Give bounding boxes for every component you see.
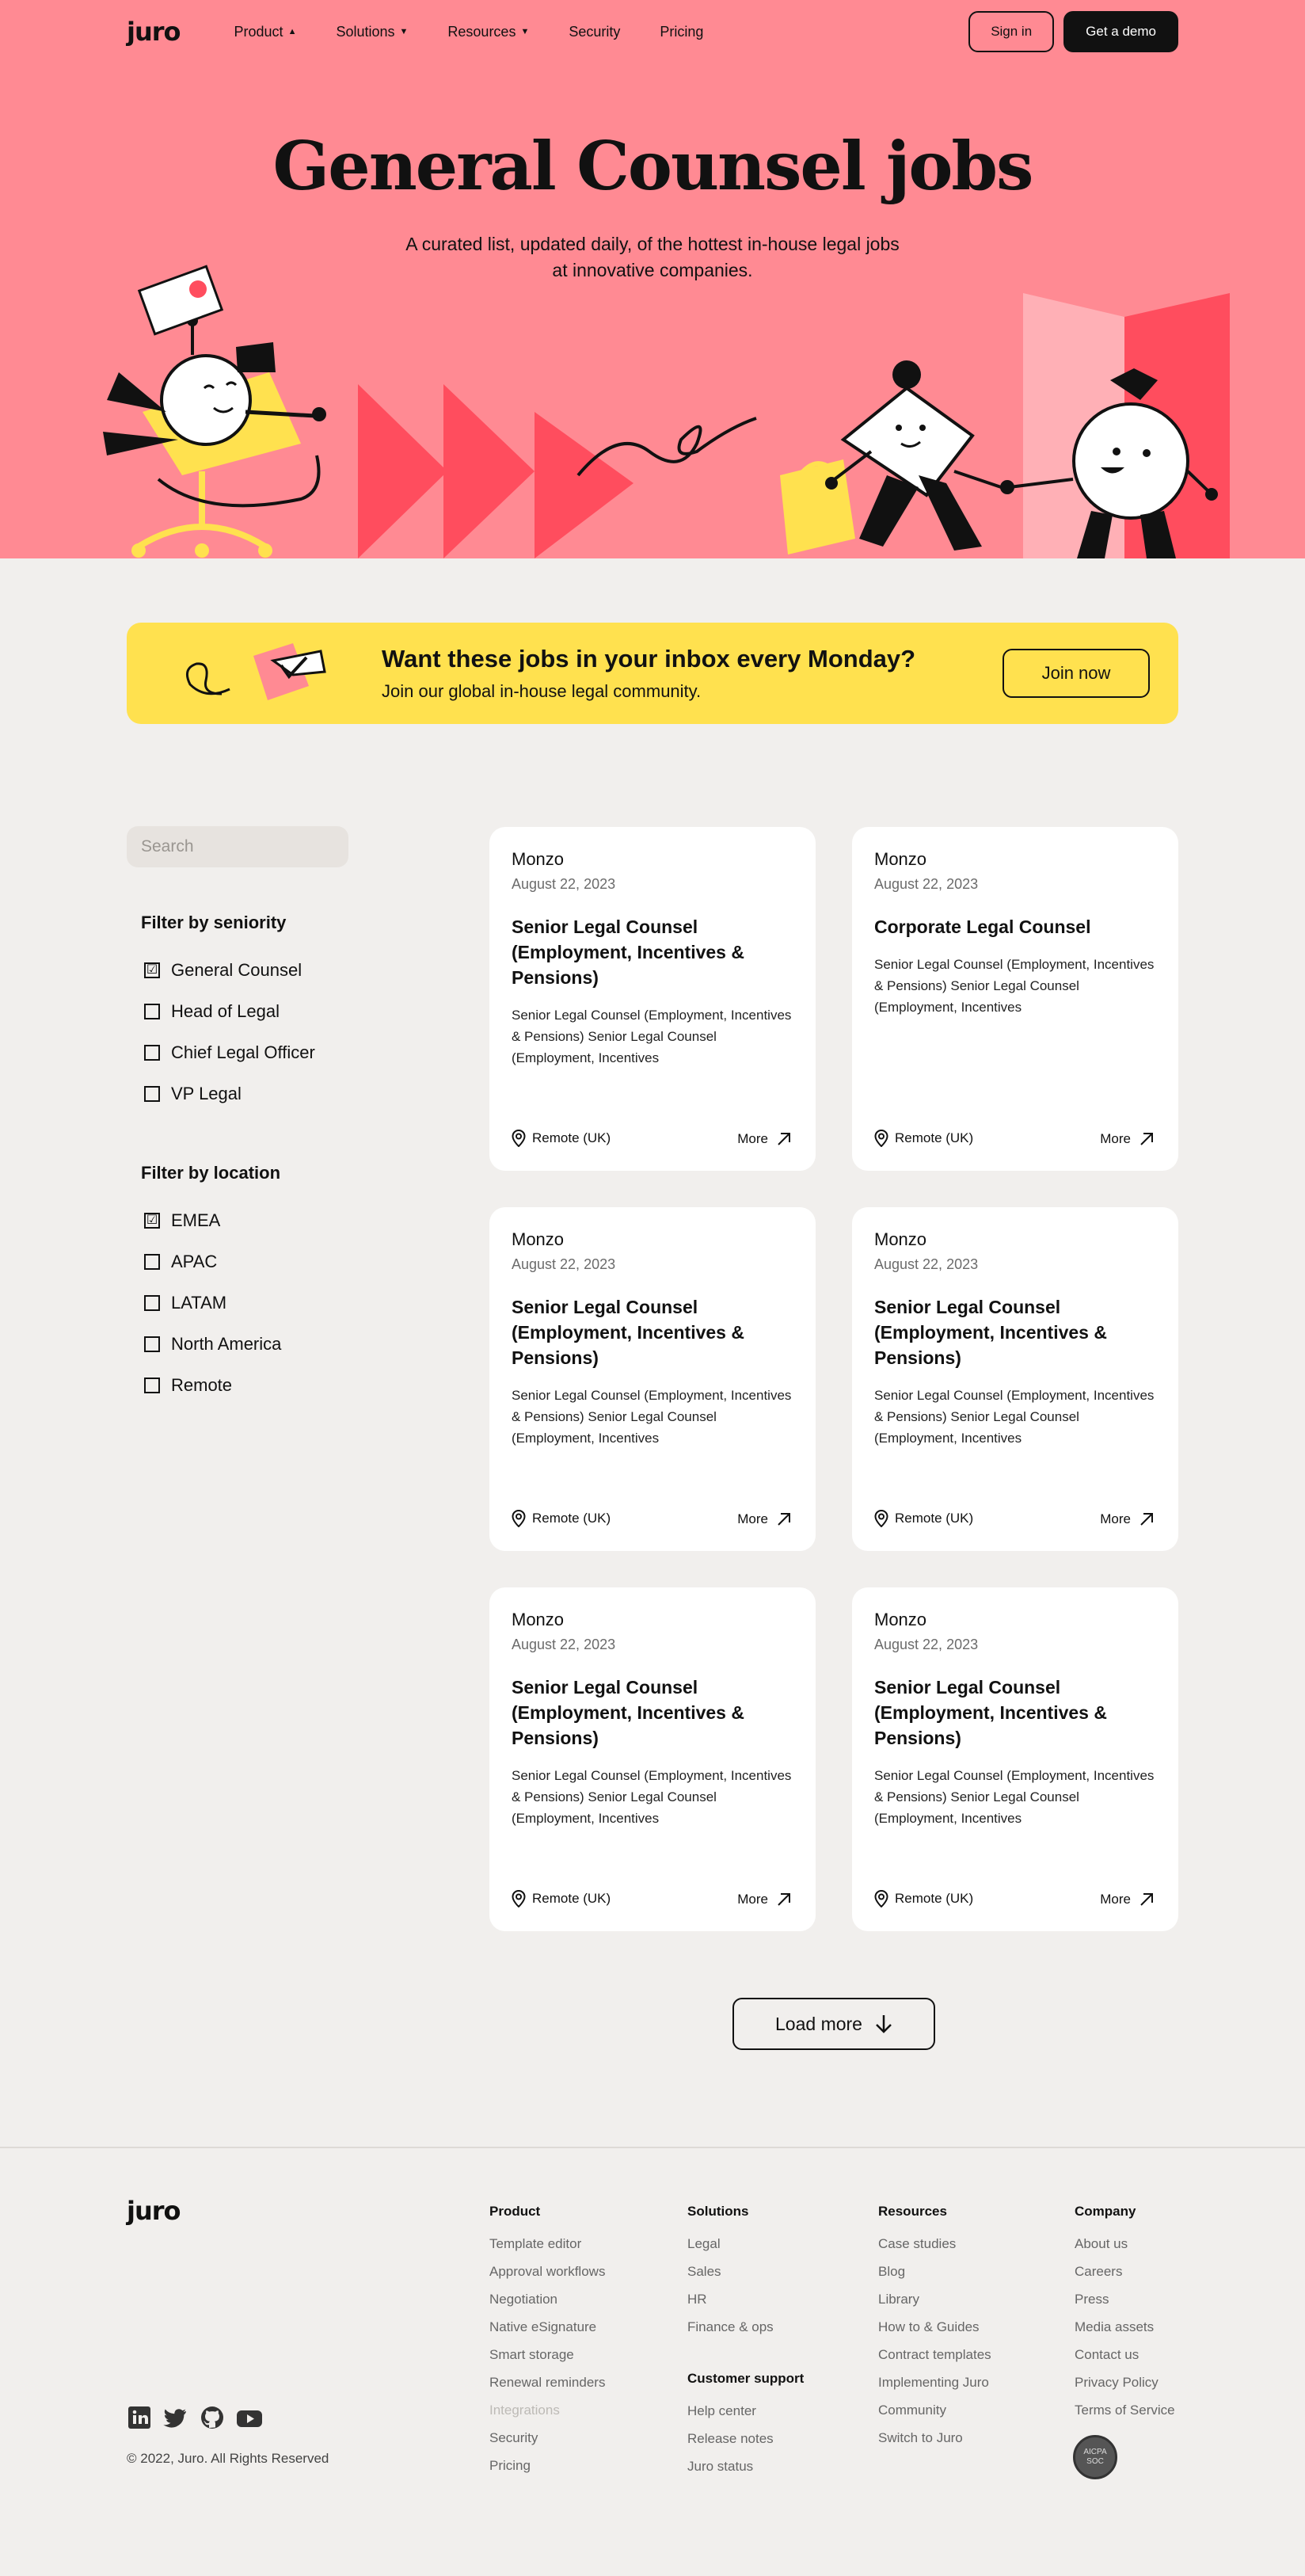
nav-pricing[interactable]: Pricing <box>660 23 704 40</box>
footer-link[interactable]: Renewal reminders <box>489 2375 606 2390</box>
newsletter-banner <box>127 623 1178 724</box>
footer-link[interactable]: About us <box>1075 2236 1128 2251</box>
more-link[interactable]: More <box>737 1131 792 1147</box>
more-link[interactable]: More <box>737 1892 792 1907</box>
location-filter-heading: Filter by location <box>141 1163 281 1183</box>
footer-link[interactable]: Negotiation <box>489 2292 558 2307</box>
arrow-up-right-icon <box>776 1511 792 1527</box>
footer-link[interactable]: Finance & ops <box>687 2319 774 2334</box>
hero-section <box>0 0 1305 558</box>
job-location: Remote (UK) <box>512 1130 611 1147</box>
footer-link[interactable]: Native eSignature <box>489 2319 597 2334</box>
footer-link[interactable]: Media assets <box>1075 2319 1155 2334</box>
job-title[interactable]: Senior Legal Counsel (Employment, Incentives & Pensions) <box>874 1297 1107 1368</box>
newsletter-title: Want these jobs in your inbox every Monday? <box>382 645 916 673</box>
footer-heading: Customer support <box>687 2371 805 2386</box>
caret-down-icon: ▼ <box>399 27 409 36</box>
footer-link[interactable]: Template editor <box>489 2236 582 2251</box>
footer-link[interactable]: Privacy Policy <box>1075 2375 1159 2390</box>
job-title[interactable]: Senior Legal Counsel (Employment, Incentives & Pensions) <box>512 916 744 988</box>
sign-in-button[interactable]: Sign in <box>968 11 1054 52</box>
footer-link[interactable]: Pricing <box>489 2458 531 2473</box>
location-pin-icon <box>874 1130 888 1147</box>
job-date: August 22, 2023 <box>874 1637 979 1652</box>
footer-link[interactable]: Approval workflows <box>489 2264 606 2279</box>
filter-apac[interactable]: APAC <box>144 1252 217 1272</box>
copyright-text: © 2022, Juro. All Rights Reserved <box>127 2451 329 2466</box>
checkbox[interactable]: ☑ <box>144 1213 160 1229</box>
job-card[interactable] <box>852 1207 1178 1551</box>
checkbox[interactable] <box>144 1378 160 1393</box>
job-date: August 22, 2023 <box>874 1256 979 1272</box>
job-title[interactable]: Corporate Legal Counsel <box>874 916 1091 937</box>
job-card[interactable] <box>489 1587 816 1931</box>
footer-link[interactable]: Contract templates <box>878 2347 991 2362</box>
location-pin-icon <box>874 1890 888 1907</box>
filter-emea[interactable]: ☑ EMEA <box>144 1210 220 1231</box>
filter-head-of-legal[interactable]: Head of Legal <box>144 1001 280 1022</box>
checkbox[interactable] <box>144 1045 160 1061</box>
more-link[interactable]: More <box>1100 1511 1155 1527</box>
job-title[interactable]: Senior Legal Counsel (Employment, Incentives & Pensions) <box>512 1677 744 1748</box>
job-company: Monzo <box>512 1229 565 1249</box>
newsletter-subtitle: Join our global in-house legal community. <box>382 681 702 701</box>
nav-product[interactable]: Product ▲ <box>234 23 297 40</box>
footer-link[interactable]: Blog <box>878 2264 906 2279</box>
footer-link[interactable]: Help center <box>687 2403 756 2418</box>
footer-company-column <box>1075 2204 1175 2424</box>
job-description: Senior Legal Counsel (Employment, Incentives & Pensions) Senior Legal Counsel (Employment, Incentives <box>512 1768 792 1826</box>
join-now-button[interactable]: Join now <box>1003 649 1150 698</box>
nav-solutions[interactable]: Solutions ▼ <box>336 23 409 40</box>
arrow-up-right-icon <box>1139 1511 1155 1527</box>
arrow-up-right-icon <box>776 1131 792 1147</box>
job-location: Remote (UK) <box>874 1510 973 1527</box>
envelope-illustration <box>174 637 356 710</box>
checkbox[interactable]: ☑ <box>144 962 160 978</box>
search-input[interactable] <box>127 826 348 867</box>
job-location: Remote (UK) <box>874 1890 973 1907</box>
job-title[interactable]: Senior Legal Counsel (Employment, Incentives & Pensions) <box>874 1677 1107 1748</box>
footer-link[interactable]: Release notes <box>687 2431 774 2446</box>
footer-heading: Company <box>1075 2204 1136 2219</box>
footer-link[interactable]: Library <box>878 2292 919 2307</box>
filter-north-america[interactable]: North America <box>144 1334 281 1355</box>
caret-down-icon: ▼ <box>520 27 530 36</box>
job-description: Senior Legal Counsel (Employment, Incentives & Pensions) Senior Legal Counsel (Employment, Incentives <box>512 1008 792 1065</box>
caret-up-icon: ▲ <box>287 27 297 36</box>
footer-link[interactable]: Contact us <box>1075 2347 1139 2362</box>
footer-link[interactable]: Juro status <box>687 2459 754 2474</box>
checkbox[interactable] <box>144 1086 160 1102</box>
footer-heading: Solutions <box>687 2204 749 2219</box>
location-pin-icon <box>512 1510 526 1527</box>
footer-product-column <box>489 2204 605 2479</box>
aicpa-soc-badge: AICPA SOC <box>1073 2435 1117 2479</box>
get-demo-button[interactable]: Get a demo <box>1063 11 1178 52</box>
footer-divider <box>0 2147 1305 2148</box>
location-pin-icon <box>512 1890 526 1907</box>
footer-link[interactable]: Press <box>1075 2292 1109 2307</box>
footer-link[interactable]: Switch to Juro <box>878 2430 963 2445</box>
nav-resources[interactable]: Resources ▼ <box>447 23 530 40</box>
footer-heading: Product <box>489 2204 541 2219</box>
top-nav <box>127 11 1178 52</box>
job-date: August 22, 2023 <box>512 876 616 892</box>
seniority-filter-heading: Filter by seniority <box>141 913 287 932</box>
footer-link[interactable]: Integrations <box>489 2403 560 2418</box>
job-location: Remote (UK) <box>512 1510 611 1527</box>
arrow-down-icon <box>875 2014 892 2034</box>
job-card[interactable] <box>489 827 816 1171</box>
job-description: Senior Legal Counsel (Employment, Incentives & Pensions) Senior Legal Counsel (Employment, Incentives <box>512 1388 792 1446</box>
footer-resources-column <box>878 2204 991 2452</box>
footer-link[interactable]: Smart storage <box>489 2347 574 2362</box>
footer-link[interactable]: How to & Guides <box>878 2319 980 2334</box>
job-date: August 22, 2023 <box>512 1637 616 1652</box>
social-links <box>127 2405 263 2430</box>
arrow-up-right-icon <box>776 1892 792 1907</box>
filter-latam[interactable]: LATAM <box>144 1293 226 1313</box>
location-pin-icon <box>874 1510 888 1527</box>
load-more-button[interactable]: Load more <box>732 1998 935 2050</box>
twitter-icon[interactable] <box>163 2405 188 2430</box>
job-company: Monzo <box>874 1610 927 1629</box>
filter-vp-legal[interactable]: VP Legal <box>144 1084 242 1104</box>
filter-chief-legal-officer[interactable]: Chief Legal Officer <box>144 1042 315 1063</box>
footer-link[interactable]: HR <box>687 2292 707 2307</box>
footer-link[interactable]: Implementing Juro <box>878 2375 989 2390</box>
checkbox[interactable] <box>144 1336 160 1352</box>
checkbox[interactable] <box>144 1004 160 1019</box>
page-subtitle: A curated list, updated daily, of the hottest in-house legal jobs at innovative companies. <box>405 234 900 280</box>
filter-general-counsel[interactable]: ☑ General Counsel <box>144 960 302 981</box>
more-link[interactable]: More <box>1100 1131 1155 1147</box>
job-date: August 22, 2023 <box>512 1256 616 1272</box>
nav-actions <box>968 11 1178 52</box>
chair-figure-illustration <box>103 266 326 558</box>
job-card[interactable] <box>489 1207 816 1551</box>
footer-link[interactable]: Security <box>489 2430 538 2445</box>
job-company: Monzo <box>512 849 565 869</box>
footer-link[interactable]: Sales <box>687 2264 721 2279</box>
footer-solutions-column <box>687 2204 774 2341</box>
juro-logo[interactable]: juro <box>127 17 181 47</box>
nav-security[interactable]: Security <box>569 23 621 40</box>
more-link[interactable]: More <box>737 1511 792 1527</box>
footer-support-column <box>687 2371 804 2480</box>
linkedin-icon[interactable] <box>127 2405 152 2430</box>
location-pin-icon <box>512 1130 526 1147</box>
diamond-figure-illustration <box>780 360 1006 554</box>
job-card[interactable] <box>852 827 1178 1171</box>
arrow-up-right-icon <box>1139 1892 1155 1907</box>
footer-link[interactable]: Careers <box>1075 2264 1123 2279</box>
checkbox[interactable] <box>144 1295 160 1311</box>
footer-link[interactable]: Community <box>878 2403 946 2418</box>
job-company: Monzo <box>512 1610 565 1629</box>
job-card[interactable] <box>852 1587 1178 1931</box>
arrow-up-right-icon <box>1139 1131 1155 1147</box>
footer-logo[interactable]: juro <box>127 2196 181 2226</box>
job-location: Remote (UK) <box>874 1130 973 1147</box>
job-company: Monzo <box>874 849 927 869</box>
footer-link[interactable]: Terms of Service <box>1075 2403 1175 2418</box>
youtube-icon[interactable] <box>236 2405 263 2430</box>
job-company: Monzo <box>874 1229 927 1249</box>
arrow-triangles-illustration <box>358 384 633 558</box>
nav-links <box>234 24 704 40</box>
page-title: General Counsel jobs <box>272 127 1033 205</box>
footer-link[interactable]: Case studies <box>878 2236 957 2251</box>
job-description: Senior Legal Counsel (Employment, Incentives & Pensions) Senior Legal Counsel (Employment, Incentives <box>874 1768 1155 1826</box>
job-date: August 22, 2023 <box>874 876 979 892</box>
footer-heading: Resources <box>878 2204 947 2219</box>
github-icon[interactable] <box>200 2405 225 2430</box>
job-title[interactable]: Senior Legal Counsel (Employment, Incentives & Pensions) <box>512 1297 744 1368</box>
job-description: Senior Legal Counsel (Employment, Incentives & Pensions) Senior Legal Counsel (Employment, Incentives <box>874 957 1155 1015</box>
job-location: Remote (UK) <box>512 1890 611 1907</box>
filter-remote[interactable]: Remote <box>144 1375 232 1396</box>
checkbox[interactable] <box>144 1254 160 1270</box>
footer-link[interactable]: Legal <box>687 2236 721 2251</box>
job-description: Senior Legal Counsel (Employment, Incentives & Pensions) Senior Legal Counsel (Employment, Incentives <box>874 1388 1155 1446</box>
more-link[interactable]: More <box>1100 1892 1155 1907</box>
